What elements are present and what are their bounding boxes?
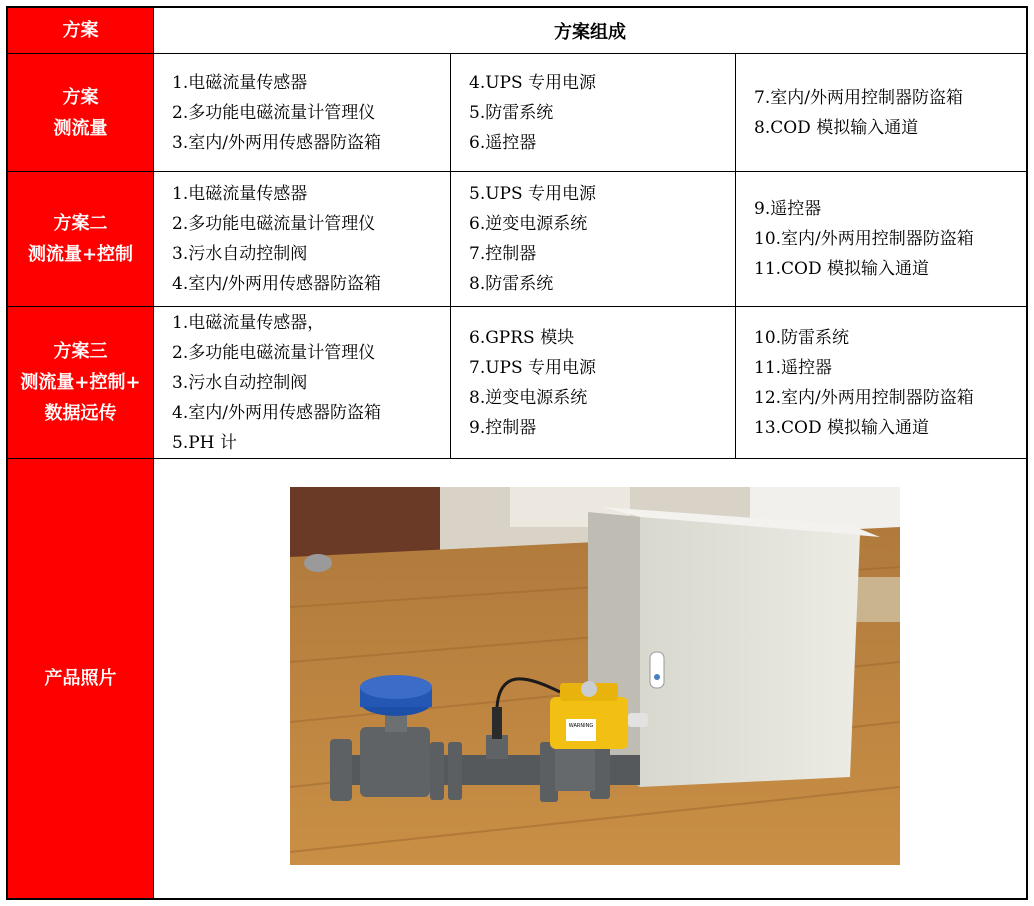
list-item: 11.COD 模拟输入通道 <box>754 259 930 279</box>
photo-row <box>8 459 1026 898</box>
list-item: 2.多功能电磁流量计管理仪 <box>172 214 376 234</box>
header-scheme-cell <box>8 8 154 53</box>
photo-row-title-label: 产品照片 <box>44 668 117 689</box>
list-item: 7.UPS 专用电源 <box>469 357 597 378</box>
scheme-1-title <box>8 54 154 171</box>
scheme-2-title-line: 方案二 <box>53 213 108 234</box>
list-item: 1.电磁流量传感器 <box>172 184 308 204</box>
list-item: 5.UPS 专用电源 <box>469 184 597 204</box>
list-item: 2.多功能电磁流量计管理仪 <box>172 342 376 363</box>
header-composition-label: 方案组成 <box>554 21 626 43</box>
list-item: 6.逆变电源系统 <box>469 214 588 234</box>
header-scheme-label: 方案 <box>62 20 99 41</box>
scheme-1-col2 <box>451 54 736 171</box>
photo-row-title <box>8 459 154 898</box>
list-item: 3.污水自动控制阀 <box>172 372 308 393</box>
header-row <box>8 8 1026 54</box>
scheme-row-1 <box>8 54 1026 172</box>
list-item: 6.遥控器 <box>469 132 537 153</box>
scheme-2-title-line: 测流量+控制 <box>27 244 134 265</box>
list-item: 6.GPRS 模块 <box>469 327 575 348</box>
list-item: 8.COD 模拟输入通道 <box>754 117 919 138</box>
list-item: 12.室内/外两用控制器防盗箱 <box>754 387 974 408</box>
scheme-1-title-line: 方案 <box>62 86 99 108</box>
scheme-2-col1 <box>154 172 451 306</box>
list-item: 2.多功能电磁流量计管理仪 <box>172 102 376 123</box>
scheme-row-2 <box>8 172 1026 307</box>
scheme-1-col3 <box>736 54 1026 171</box>
scheme-row-3 <box>8 307 1026 459</box>
scheme-2-col3 <box>736 172 1026 306</box>
scheme-3-col3 <box>736 307 1026 458</box>
list-item: 4.室内/外两用传感器防盗箱 <box>172 274 381 294</box>
photo-cell <box>154 459 1026 898</box>
product-photo-illustration <box>290 487 900 865</box>
list-item: 1.电磁流量传感器， <box>172 312 325 333</box>
list-item: 10.防雷系统 <box>754 327 850 348</box>
scheme-3-col1 <box>154 307 451 458</box>
list-item: 9.遥控器 <box>754 199 822 219</box>
scheme-2-col2 <box>451 172 736 306</box>
list-item: 3.室内/外两用传感器防盗箱 <box>172 132 381 153</box>
list-item: 3.污水自动控制阀 <box>172 244 308 264</box>
list-item: 8.防雷系统 <box>469 274 554 294</box>
list-item: 7.控制器 <box>469 244 537 264</box>
list-item: 4.UPS 专用电源 <box>469 72 597 93</box>
list-item: 5.PH 计 <box>172 432 237 453</box>
list-item: 4.室内/外两用传感器防盗箱 <box>172 402 381 423</box>
scheme-table <box>6 6 1028 900</box>
scheme-3-title <box>8 307 154 458</box>
list-item: 7.室内/外两用控制器防盗箱 <box>754 87 963 108</box>
scheme-3-title-line: 方案三 <box>53 341 108 362</box>
actuator-warning-sticker: WARNING <box>568 723 594 729</box>
product-photo <box>290 487 900 865</box>
scheme-3-col2 <box>451 307 736 458</box>
list-item: 8.逆变电源系统 <box>469 387 588 408</box>
list-item: 11.遥控器 <box>754 357 833 378</box>
scheme-1-col1 <box>154 54 451 171</box>
list-item: 9.控制器 <box>469 417 537 438</box>
scheme-1-title-line: 测流量 <box>53 117 108 139</box>
scheme-3-title-line: 数据远传 <box>44 403 117 424</box>
scheme-2-title <box>8 172 154 306</box>
list-item: 1.电磁流量传感器 <box>172 72 308 93</box>
list-item: 13.COD 模拟输入通道 <box>754 417 930 438</box>
list-item: 10.室内/外两用控制器防盗箱 <box>754 229 974 249</box>
scheme-3-title-line: 测流量+控制+ <box>20 372 141 393</box>
list-item: 5.防雷系统 <box>469 102 554 123</box>
